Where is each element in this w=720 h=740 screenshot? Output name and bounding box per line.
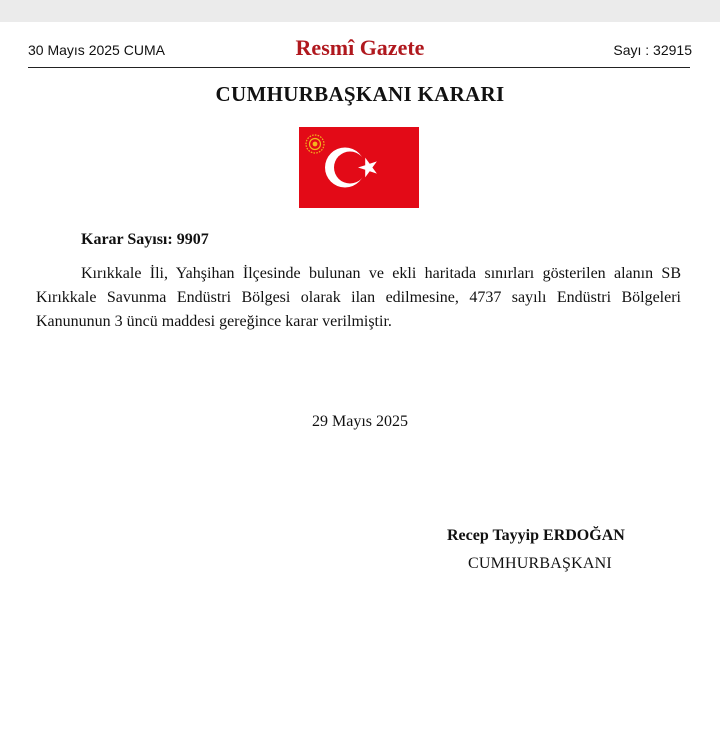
decision-body [36,262,681,334]
header-divider [28,67,690,68]
gazette-name: Resmî Gazete [295,35,425,60]
turkish-flag-icon [299,127,419,208]
signatory-title: CUMHURBAŞKANI [468,555,612,572]
document-title: CUMHURBAŞKANI KARARI [215,82,505,106]
signatory-name: Recep Tayyip ERDOĞAN [447,527,625,544]
gazette-header [0,22,720,80]
decision-date: 29 Mayıs 2025 [312,413,408,430]
gazette-issue-number: Sayı : 32915 [613,42,692,58]
top-status-bar [0,0,720,22]
decision-number: Karar Sayısı: 9907 [81,231,209,248]
gazette-date: 30 Mayıs 2025 CUMA [28,42,165,58]
decision-body-paragraph: Kırıkkale İli, Yahşihan İlçesinde bulunan ve ekli haritada sınırları gösterilen alanın SB Kırıkkale Savunma Endüstri Bölgesi olarak ilan edilmesine, 4737 sayılı Endüstri Bölgeleri Kanununun 3 üncü maddesi gereğince karar verilmiştir. [36,265,681,330]
